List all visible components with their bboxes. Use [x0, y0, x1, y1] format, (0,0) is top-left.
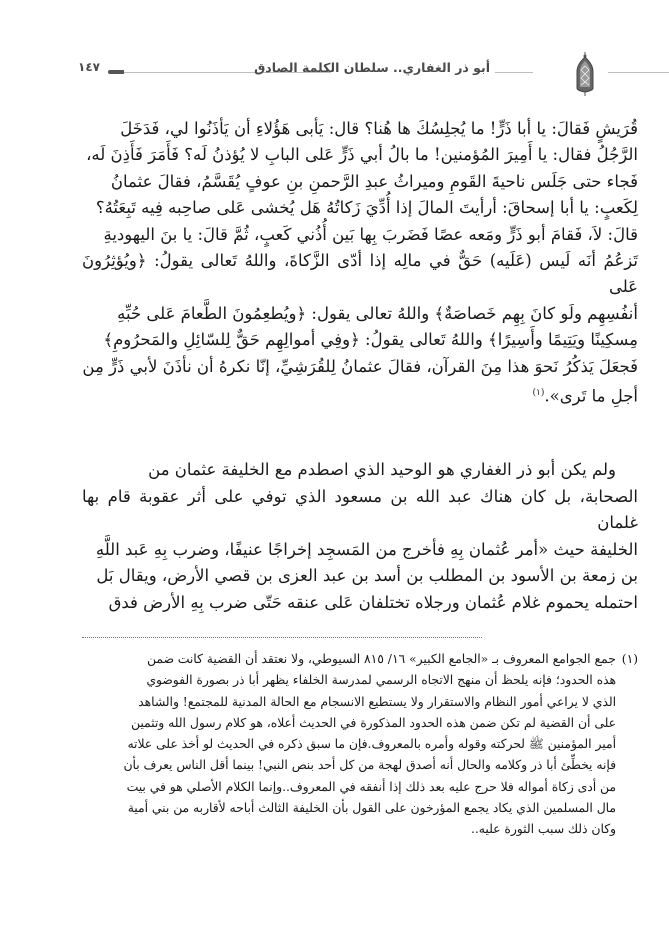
paragraph-line: الصحابة، بل كان هناك عبد الله بن مسعود الذي توفي على أثر عقوبة قام بها غلمان	[82, 486, 638, 532]
page-number: ١٤٧	[78, 60, 100, 74]
footnote-line: هذه الحدود؛ فإنه يلحظ أن منهج الاتجاه الرسمي لمدرسة الخلفاء يظهر أبا ذر بصورة الفوضوي	[146, 673, 616, 688]
lantern-ornament-icon	[574, 52, 596, 96]
footnote-line: مال المسلمين الذي يكاد يجمع المؤرخون على القول بأن الخليفة الثالث أباحه لأقاربه من بني أمية	[127, 801, 616, 816]
page-pointer-icon	[108, 70, 124, 74]
quote-line: قُرَيشٍ فَقالَ: يا أبا ذَرٍّ! ما يُجلِسُكَ ها هُنا؟ قال: يَأبى هَؤُلاءِ أن يَأذَنُوا لي، فَدَخَلَ	[120, 119, 638, 138]
quote-line: فَجاء حتى جَلَس ناحيةَ القَومِ وميراثُ عبدِ الرَّحمنِ بنِ عوفٍ يُقَسَّمُ، فقالَ عثمانُ	[110, 171, 638, 191]
quote-line: لِكَعبٍ: يا أبا إسحاقَ: أرأيتَ المالَ إذا أُدِّيَ زَكاتُهُ هَل يُخشى عَلى صاحِبه فِيه تَبِعَتُهُ؟	[95, 198, 638, 218]
footnote	[82, 649, 638, 841]
footnote-line: الذي لا يراعي أمور النظام والاستقرار ولا يستطيع الانسجام مع الحالة المدنية للمجتمع! والشاهد	[138, 694, 616, 709]
footnote-reference[interactable]: (١)	[532, 388, 545, 399]
quote-line: فَجعَلَ يَذكُرُ نَحوَ هذا مِنَ القرآن، فقالَ عثمانُ لِلقُرَشِيِّ، إنّا نكرهُ أن نأذَنَ لأبي ذَرٍّ مِن	[82, 356, 638, 376]
quote-line-last	[82, 380, 638, 410]
header-rule-right-outer	[608, 72, 669, 73]
paragraph-line: ولم يكن أبو ذر الغفاري هو الوحيد الذي اصطدم مع الخليفة عثمان من	[148, 460, 616, 479]
footnote-line: فإنه يخطِّئ أبا ذر وكلامه والحال أنه أصدق لهجة من كل أحد بنص النبي! بينما أقل الناس يعرف بأن	[123, 758, 616, 773]
quote-line: قالَ: لاَ، فَقامَ أبو ذَرٍّ ومَعه عصًا فَضَربَ بِها بَين أُذُني كَعبٍ، ثُمَّ قالَ: يا بنَ اليهوديةِ	[103, 224, 638, 244]
footnote-line-text: جمع الجوامع المعروف بـ «الجامع الكبير» ١٦/ ٨١٥ السيوطي، ولا نعتقد أن القضية كانت ضمن	[146, 652, 616, 666]
paragraph-line: الخليفة حيث «أمر عُثمان بِهِ فأخرج من المَسجِد إخراجًا عنيفًا، وضرب بِهِ عَبد اللَّهِ	[95, 539, 638, 559]
quote-line: الرَّجُلُ فقال: يا أَمِيرَ المُؤمنين! ما بالُ أبي ذَرٍّ عَلى البابِ لا يُؤذنُ لَه؟ فَأَمَرَ فَأَذِنَ لَه،	[86, 145, 638, 165]
footnote-line: وكان ذلك سبب الثورة عليه..	[470, 822, 616, 837]
footnote-line: أمير المؤمنين ﷺ لحركته وقوله وأمره بالمعروف.فإن ما سبق ذكره في الحديث لو أخذ على علاته	[127, 737, 616, 752]
footnote-line: على أن القضية لم تكن ضمن هذه الحدود المذكورة في الحديث أعلاه، هو كلام رسول الله وتثمين	[130, 715, 616, 730]
footnote-separator	[82, 637, 482, 638]
footnote-line: من أدى زكاة أمواله فلا حرج عليه بعد ذلك إذا أنفقه في المعروف..وإنما الكلام الأصلي هو في بيت	[126, 779, 616, 794]
quote-line: تَزعُمُ أنَه لَيس (عَلَيه) حَقٌّ في مالِه إذا أدّى الزَّكاةَ، واللهُ تَعالى يقولُ: ﴿ويُؤثِرُونَ عَلى	[82, 251, 638, 297]
quote-line: أنفُسِهِم ولَو كانَ بِهِم خَصاصَةٌ﴾ واللهُ تعالى يقول: ﴿ويُطعِمُونَ الطَّعامَ عَلى حُبِّهِ	[117, 303, 638, 323]
quote-line-text: أجلِ ما تَرى».	[544, 386, 638, 406]
quote-line: مِسكِينًا ويَتِيمًا وأَسِيرًا﴾ واللهُ تَعالى يقولُ: ﴿وفِي أموالِهِم حَقٌّ لِلسّائِلِ والمَحرُومِ﴾	[103, 330, 638, 350]
footnote-line-first	[82, 649, 638, 670]
hadith-quote-block	[82, 116, 638, 410]
running-title: أبو ذر الغفاري.. سلطان الكلمة الصادق	[254, 60, 490, 75]
footnote-number: (١)	[621, 652, 638, 666]
body-paragraph	[82, 457, 638, 616]
paragraph-line: بن زمعة بن الأسود بن المطلب بن أسد بن عبد العزى بن قصي الأرض، ويقال بَل	[96, 566, 638, 585]
paragraph-line: احتمله يحموم غلام عُثمان ورجلاه تختلفان عَلى عنقه حَتّى ضرب بِهِ الأرض فدق	[108, 592, 638, 612]
header-rule-right-inner	[495, 72, 533, 73]
